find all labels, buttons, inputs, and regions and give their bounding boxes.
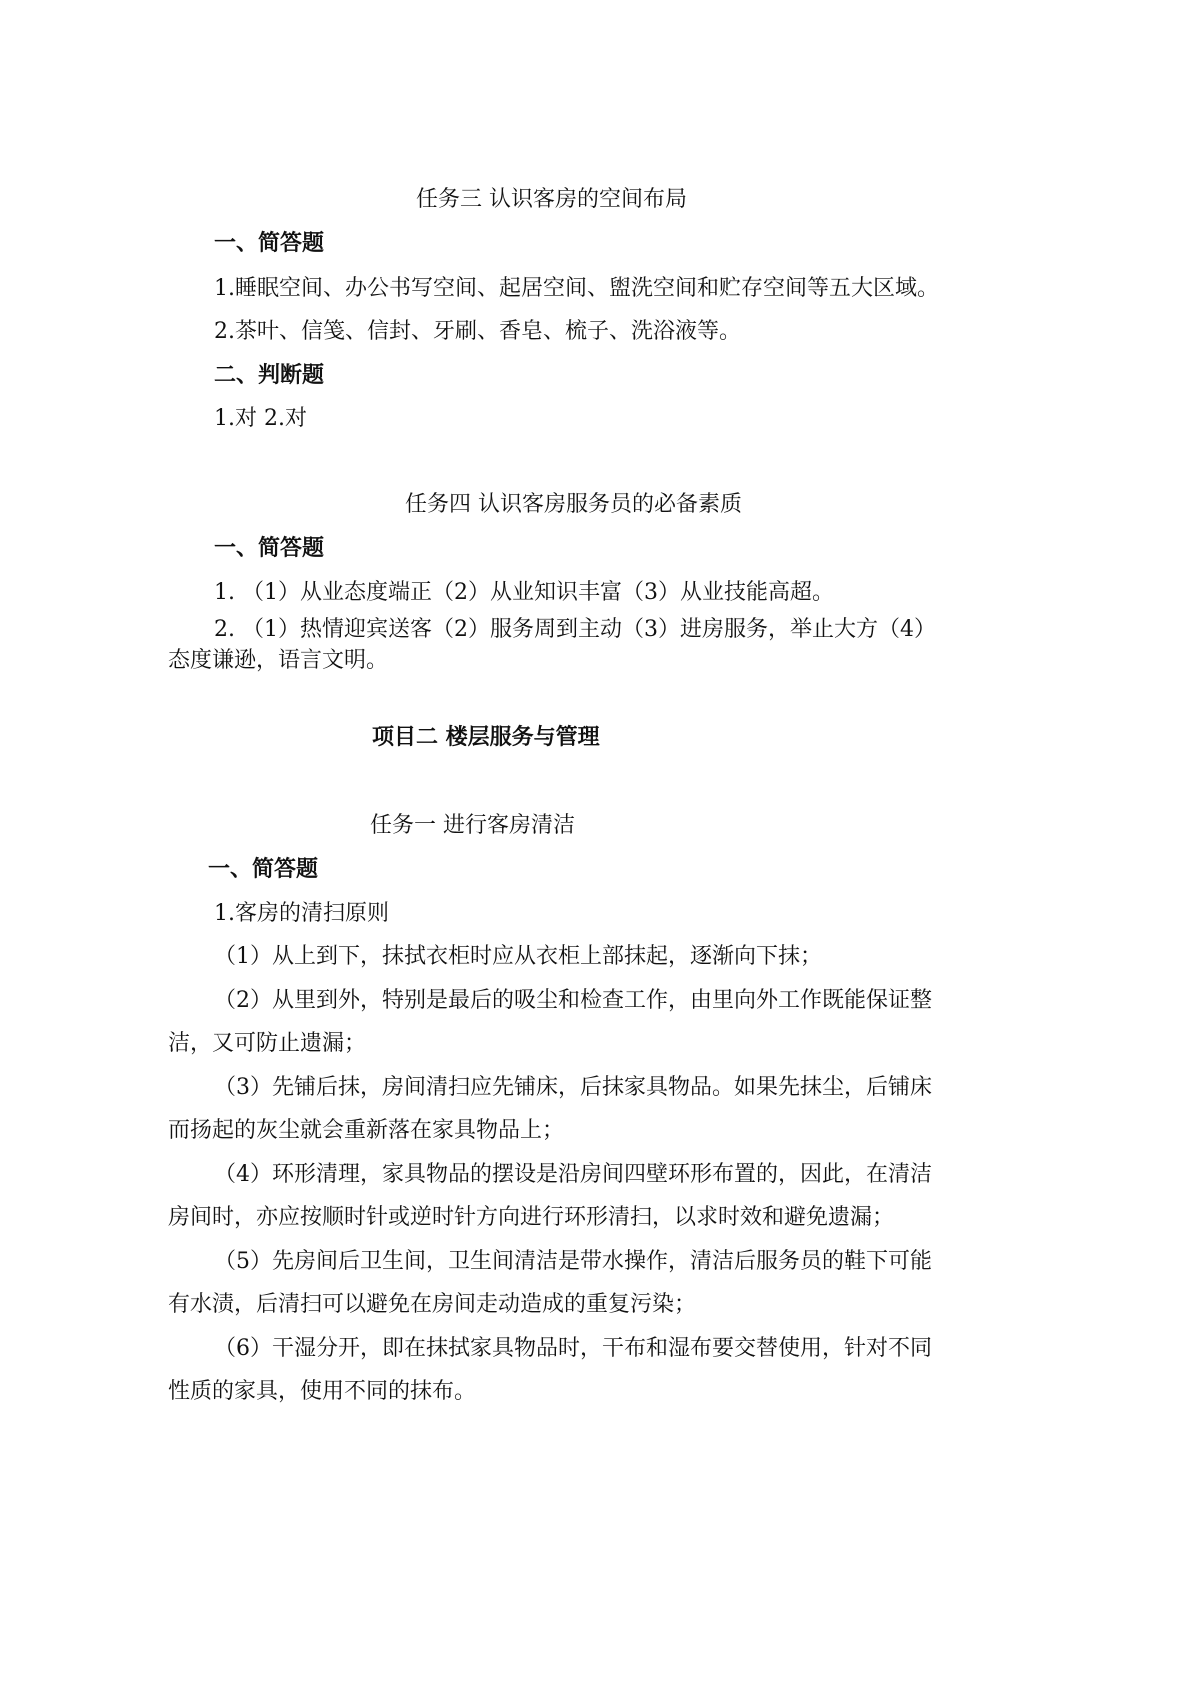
p2-task1-principle-2-line-1: （2）从里到外，特别是最后的吸尘和检查工作，由里向外工作既能保证整 [214,988,932,1013]
task3-answer-1: 1.睡眠空间、办公书写空间、起居空间、盥洗空间和贮存空间等五大区域。 [214,276,939,301]
p2-task1-principle-6-line-2: 性质的家具，使用不同的抹布。 [168,1379,477,1404]
task3-judgment-answers: 1.对 2.对 [214,406,307,431]
task3-title: 任务三 认识客房的空间布局 [416,187,687,212]
task4-answer-1: 1. （1）从业态度端正（2）从业知识丰富（3）从业技能高超。 [214,580,834,605]
p2-task1-question-1: 1.客房的清扫原则 [214,901,389,926]
task3-judgment-heading: 二、判断题 [214,363,325,388]
task4-answer-2-line-2: 态度谦逊，语言文明。 [168,648,389,673]
p2-task1-short-answer-heading: 一、简答题 [208,857,319,882]
p2-task1-principle-1: （1）从上到下，抹拭衣柜时应从衣柜上部抹起，逐渐向下抹； [214,944,822,969]
p2-task1-principle-2-line-2: 洁，又可防止遗漏； [168,1031,367,1056]
p2-task1-principle-3-line-1: （3）先铺后抹，房间清扫应先铺床，后抹家具物品。如果先抹尘，后铺床 [214,1075,932,1100]
p2-task1-principle-4-line-2: 房间时，亦应按顺时针或逆时针方向进行环形清扫，以求时效和避免遗漏； [168,1205,895,1230]
task4-answer-2-line-1: 2. （1）热情迎宾送客（2）服务周到主动（3）进房服务，举止大方（4） [214,617,936,642]
task4-title: 任务四 认识客房服务员的必备素质 [405,492,742,517]
p2-task1-principle-3-line-2: 而扬起的灰尘就会重新落在家具物品上； [168,1118,565,1143]
task4-short-answer-heading: 一、简答题 [214,536,325,561]
p2-task1-principle-4-line-1: （4）环形清理，家具物品的摆设是沿房间四壁环形布置的，因此，在清洁 [214,1162,932,1187]
task3-answer-2: 2.茶叶、信笺、信封、牙刷、香皂、梳子、洗浴液等。 [214,319,741,344]
p2-task1-title: 任务一 进行客房清洁 [370,813,575,838]
project2-title: 项目二 楼层服务与管理 [372,725,600,750]
p2-task1-principle-5-line-2: 有水渍，后清扫可以避免在房间走动造成的重复污染； [168,1292,697,1317]
task3-short-answer-heading: 一、简答题 [214,231,325,256]
p2-task1-principle-6-line-1: （6）干湿分开，即在抹拭家具物品时，干布和湿布要交替使用，针对不同 [214,1336,932,1361]
p2-task1-principle-5-line-1: （5）先房间后卫生间，卫生间清洁是带水操作，清洁后服务员的鞋下可能 [214,1249,932,1274]
